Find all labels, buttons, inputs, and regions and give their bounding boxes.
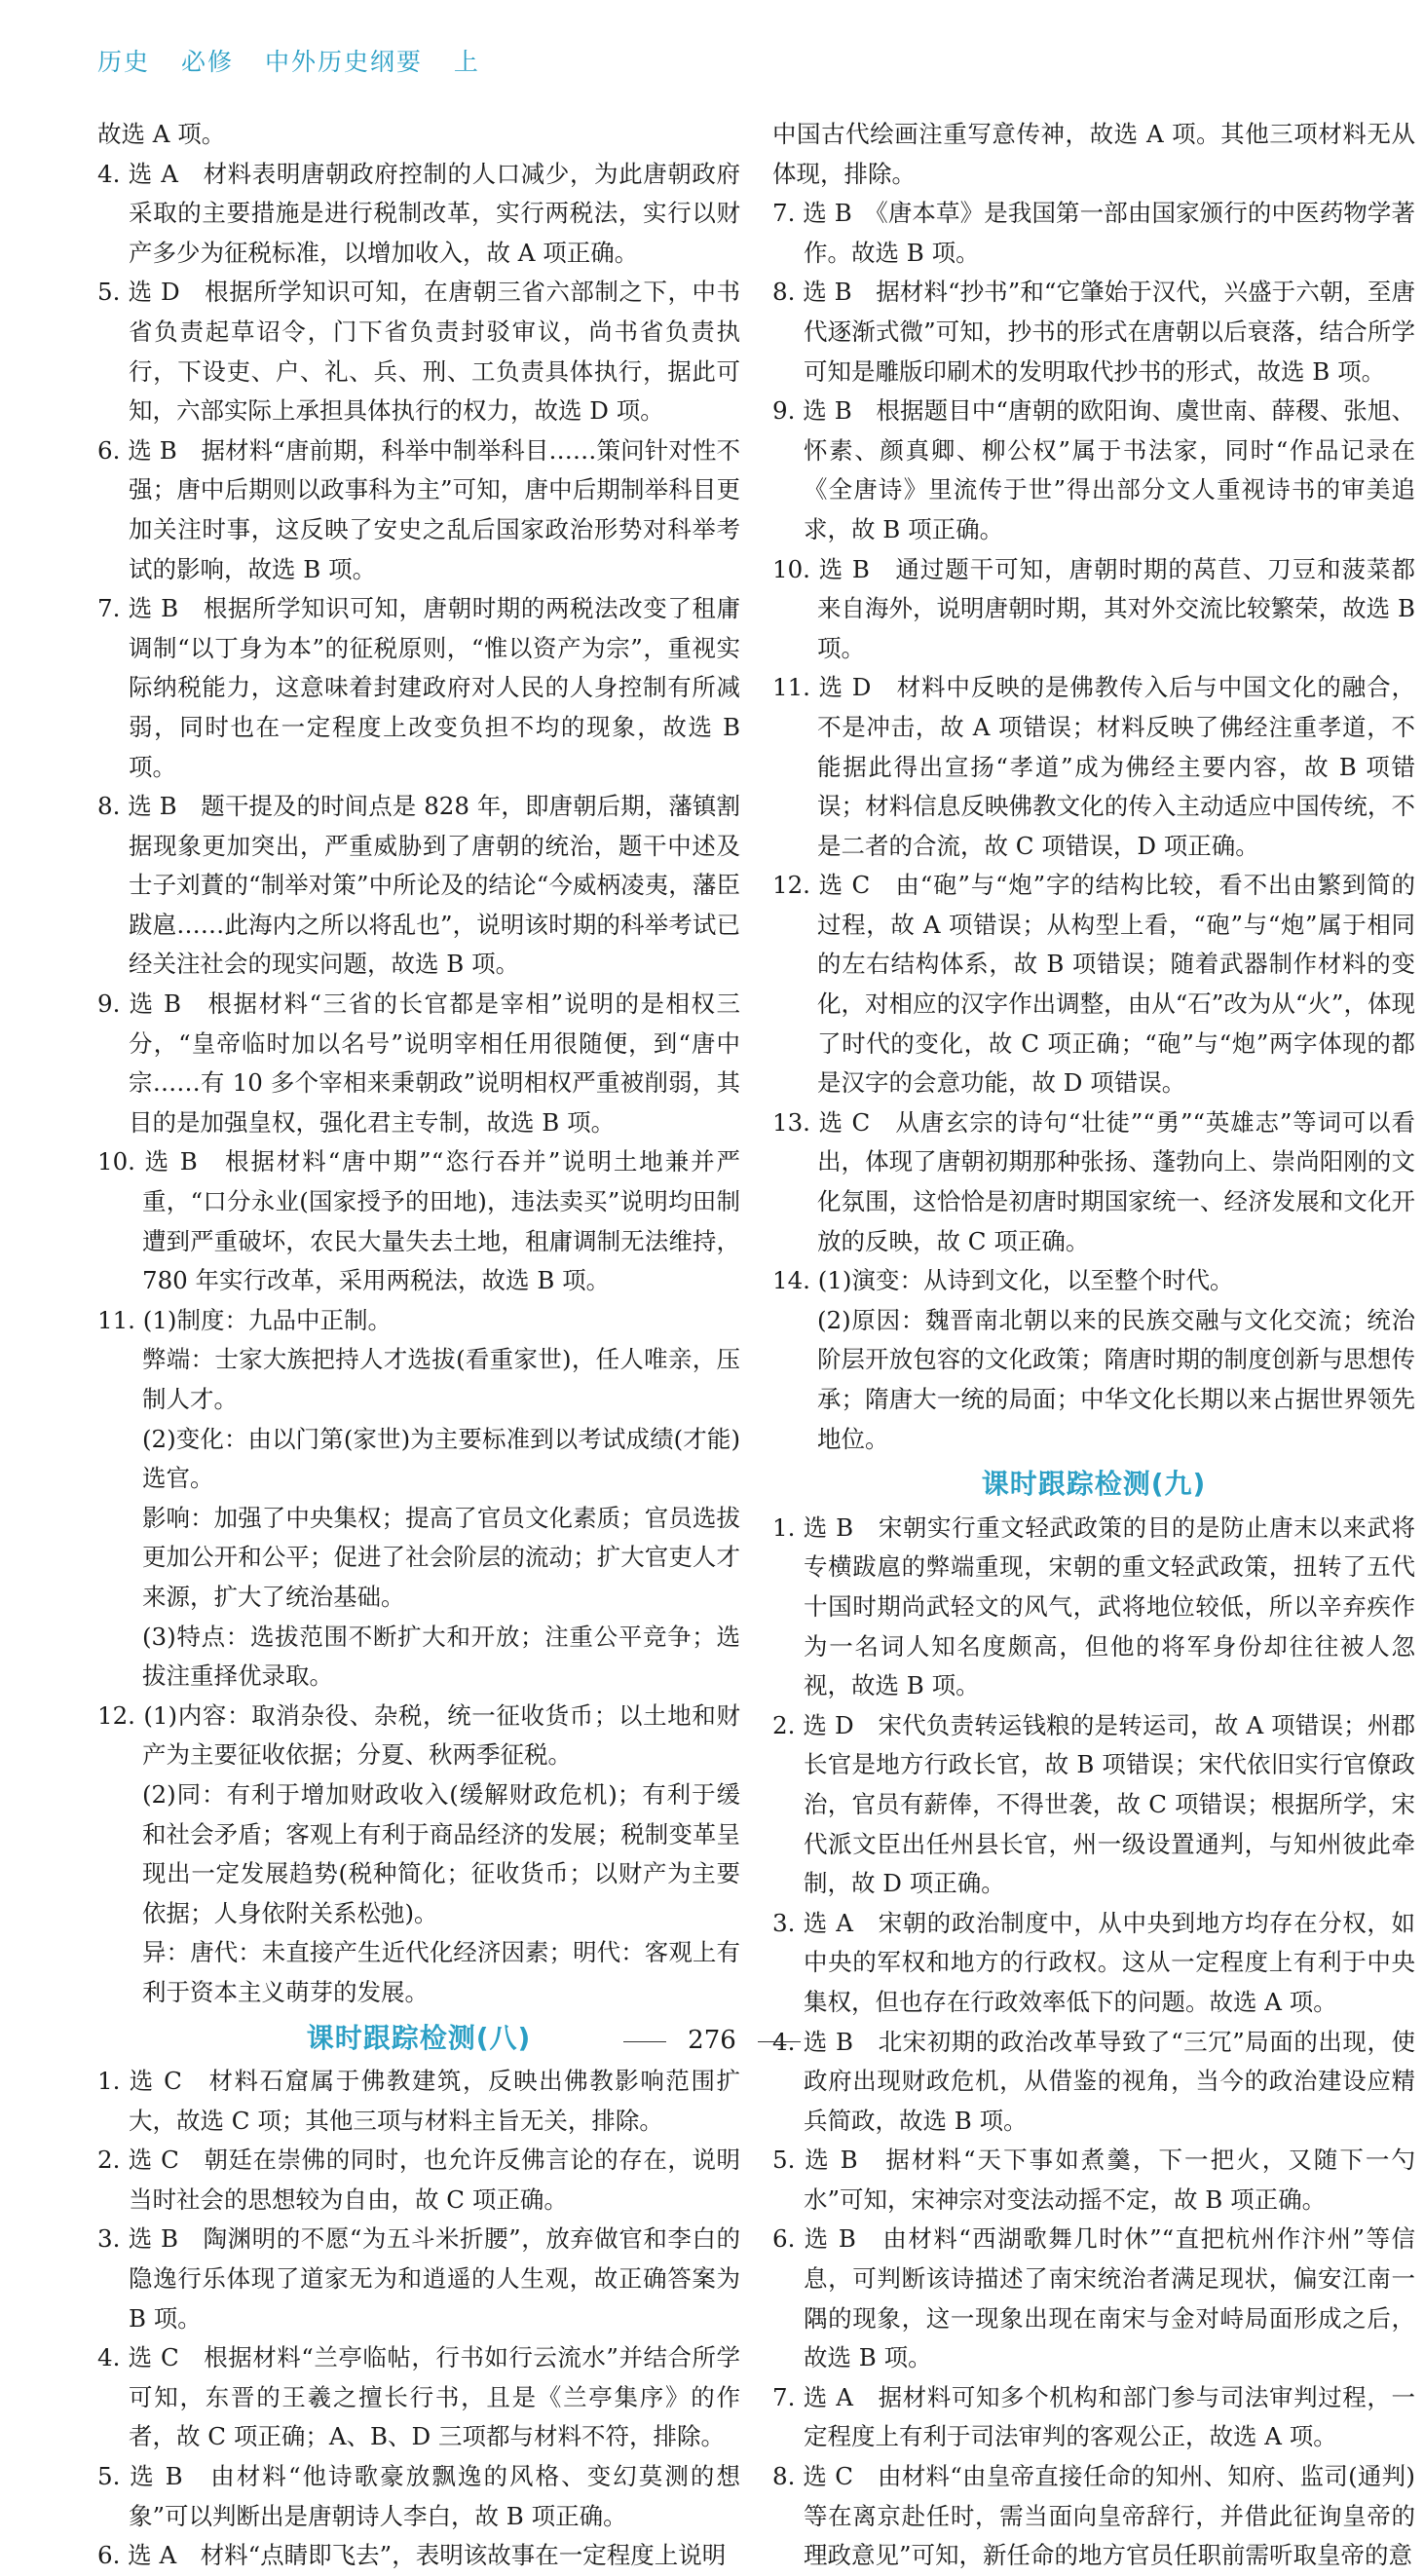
answer-subitem: 影响：加强了中央集权；提高了官员文化素质；官员选拔更加公开和公平；促进了社会阶层的流动；扩大官吏人才来源，扩大了统治基础。	[142, 1503, 740, 1611]
section-heading: 课时跟踪检测(九)	[981, 1468, 1207, 1501]
answer-continuation: 中国古代绘画注重写意传神，故选 A 项。其他三项材料无从体现，排除。	[772, 120, 1415, 188]
answer-item: 7. 选 B 《唐本草》是我国第一部由国家颁行的中医药物学著作。故选 B 项。	[772, 199, 1415, 267]
answer-item: 11. (1)制度：九品中正制。	[97, 1305, 392, 1334]
answer-item: 14. (1)演变：从诗到文化，以至整个时代。	[772, 1266, 1234, 1295]
section-heading: 课时跟踪检测(八)	[306, 2021, 532, 2054]
answer-item: 2. 选 D 宋代负责转运钱粮的是转运司，故 A 项错误；州郡长官是地方行政长官，故 B 项错误；宋代依旧实行官僚政治，官员有薪俸，不得世袭，故 C 项错误；根据所学，宋代派文臣出任州县长官，州一级设置通判，与知州彼此牵制，故 D 项正确。	[772, 1710, 1415, 1898]
answer-item: 1. 选 C 材料石窟属于佛教建筑，反映出佛教影响范围扩大，故选 C 项；其他三项与材料主旨无关，排除。	[97, 2067, 740, 2135]
header-subject: 历史	[97, 48, 151, 76]
answer-item: 9. 选 B 根据材料“三省的长官都是宰相”说明的是相权三分，“皇帝临时加以名号”说明宰相任用很随便，到“唐中宗……有 10 多个宰相来秉朝政”说明相权严重被削弱，其目的是加强皇权，强化君主专制，故选 B 项。	[97, 989, 740, 1137]
header-volume: 上	[453, 48, 480, 76]
answer-item: 12. 选 C 由“砲”与“炮”字的结构比较，看不出由繁到简的过程，故 A 项错误；从构型上看，“砲”与“炮”属于相同的左右结构体系，故 B 项错误；随着武器制作材料的变化，对相应的汉字作出调整，由从“石”改为从“火”，体现了时代的变化，故 C 项正确；“砲”与“炮”两字体现的都是汉字的会意功能，故 D 项错误。	[772, 871, 1415, 1098]
header-book: 中外历史纲要	[264, 48, 423, 76]
right-column	[772, 115, 1415, 2576]
answer-item: 2. 选 C 朝廷在崇佛的同时，也允许反佛言论的存在，说明当时社会的思想较为自由，故 C 项正确。	[97, 2146, 740, 2214]
footer-dash-right	[758, 2041, 801, 2042]
answer-item: 8. 选 B 据材料“抄书”和“它肇始于汉代，兴盛于六朝，至唐代逐渐式微”可知，抄书的形式在唐朝以后衰落，结合所学可知是雕版印刷术的发明取代抄书的形式，故选 B 项。	[772, 278, 1415, 386]
header-type: 必修	[180, 48, 234, 76]
answer-subitem: (2)变化：由以门第(家世)为主要标准到以考试成绩(才能)选官。	[142, 1424, 740, 1493]
answer-item: 5. 选 B 据材料“天下事如煮羹，下一把火，又随下一勺水”可知，宋神宗对变法动摇不定，故 B 项正确。	[772, 2146, 1415, 2214]
answer-continuation: 故选 A 项。	[97, 120, 226, 148]
answer-subitem: (3)特点：选拔范围不断扩大和开放；注重公平竞争；选拔注重择优录取。	[142, 1622, 740, 1691]
answer-subitem: (2)同：有利于增加财政收入(缓解财政危机)；有利于缓和社会矛盾；客观上有利于商品经济的发展；税制变革呈现出一定发展趋势(税种简化；征收货币；以财产为主要依据；人身依附关系松弛)。	[142, 1779, 740, 1927]
answer-item: 1. 选 B 宋朝实行重文轻武政策的目的是防止唐末以来武将专横跋扈的弊端重现，宋朝的重文轻武政策，扭转了五代十国时期尚武轻文的风气，武将地位较低，所以辛弃疾作为一名词人知名度颇高，但他的将军身份却往往被人忽视，故选 B 项。	[772, 1512, 1415, 1700]
answer-item: 12. (1)内容：取消杂役、杂税，统一征收货币；以土地和财产为主要征收依据；分夏、秋两季征税。	[97, 1700, 740, 1770]
answer-item: 4. 选 B 北宋初期的政治改革导致了“三冗”局面的出现，使政府出现财政危机，从借鉴的视角，当今的政治建设应精兵简政，故选 B 项。	[772, 2027, 1415, 2135]
page-header	[97, 43, 502, 78]
answer-item: 6. 选 B 据材料“唐前期，科举中制举科目……策问针对性不强；唐中后期则以政事科为主”可知，唐中后期制举科目更加关注时事，这反映了安史之乱后国家政治形势对科举考试的影响，故选 B 项。	[97, 435, 740, 583]
answer-item: 3. 选 B 陶渊明的不愿“为五斗米折腰”，放弃做官和李白的隐逸行乐体现了道家无为和逍遥的人生观，故正确答案为 B 项。	[97, 2224, 740, 2333]
answer-item: 5. 选 B 由材料“他诗歌豪放飘逸的风格、变幻莫测的想象”可以判断出是唐朝诗人李白，故 B 项正确。	[97, 2462, 740, 2530]
answer-item: 11. 选 D 材料中反映的是佛教传入后与中国文化的融合，不是冲击，故 A 项错误；材料反映了佛经注重孝道，不能据此得出宣扬“孝道”成为佛经主要内容，故 B 项错误；材料信息反映佛教文化的传入主动适应中国传统，不是二者的合流，故 C 项错误，D 项正确。	[772, 673, 1415, 860]
answer-subitem: (2)原因：魏晋南北朝以来的民族交融与文化交流；统治阶层开放包容的文化政策；隋唐时期的制度创新与思想传承；隋唐大一统的局面；中华文化长期以来占据世界领先地位。	[817, 1305, 1415, 1453]
answer-item: 7. 选 A 据材料可知多个机构和部门参与司法审判过程，一定程度上有利于司法审判的客观公正，故选 A 项。	[772, 2382, 1415, 2451]
answer-item: 5. 选 D 根据所学知识可知，在唐朝三省六部制之下，中书省负责起草诏令，门下省负责封驳审议，尚书省负责执行，下设吏、户、礼、兵、刑、工负责具体执行，据此可知，六部实际上承担具体执行的权力，故选 D 项。	[97, 278, 740, 426]
answer-subitem: 弊端：士家大族把持人才选拔(看重家世)，任人唯亲，压制人才。	[142, 1345, 740, 1413]
answer-item: 6. 选 B 由材料“西湖歌舞几时休”“直把杭州作汴州”等信息，可判断该诗描述了南宋统治者满足现状，偏安江南一隅的现象，这一现象出现在南宋与金对峙局面形成之后，故选 B 项。	[772, 2224, 1415, 2372]
answer-item: 6. 选 A 材料“点睛即飞去”，表明该故事在一定程度上说明	[97, 2541, 727, 2570]
answer-subitem: 异：唐代：未直接产生近代化经济因素；明代：客观上有利于资本主义萌芽的发展。	[142, 1938, 740, 2006]
page-number: 276	[688, 2026, 736, 2055]
answer-item: 4. 选 C 根据材料“兰亭临帖，行书如行云流水”并结合所学可知，东晋的王羲之擅长行书，且是《兰亭集序》的作者，故 C 项正确；A、B、D 三项都与材料不符，排除。	[97, 2343, 740, 2451]
page-footer	[0, 2026, 1424, 2055]
left-column	[97, 115, 740, 2576]
answer-item: 9. 选 B 根据题目中“唐朝的欧阳询、虞世南、薛稷、张旭、怀素、颜真卿、柳公权”属于书法家，同时“作品记录在《全唐诗》里流传于世”得出部分文人重视诗书的审美追求，故 B 项正确。	[772, 396, 1415, 543]
answer-item: 10. 选 B 根据材料“唐中期”“恣行吞并”说明土地兼并严重，“口分永业(国家授予的田地)，违法卖买”说明均田制遭到严重破坏，农民大量失去土地，租庸调制无法维持，780 年实行改革，采用两税法，故选 B 项。	[97, 1147, 740, 1295]
answer-item: 13. 选 C 从唐玄宗的诗句“壮徒”“勇”“英雄志”等词可以看出，体现了唐朝初期那种张扬、蓬勃向上、崇尚阳刚的文化氛围，这恰恰是初唐时期国家统一、经济发展和文化开放的反映，故 C 项正确。	[772, 1107, 1415, 1255]
answer-item: 8. 选 C 由材料“由皇帝直接任命的知州、知府、监司(通判)等在离京赴任时，需当面向皇帝辞行，并借此征询皇帝的理政意见”可知，新任命的地方官员任职前需听取皇帝的意	[772, 2462, 1415, 2570]
answer-item: 8. 选 B 题干提及的时间点是 828 年，即唐朝后期，藩镇割据现象更加突出，严重威胁到了唐朝的统治，题干中述及士子刘蕡的“制举对策”中所论及的结论“今威柄凌夷，藩臣跋扈……此海内之所以将乱也”，说明该时期的科举考试已经关注社会的现实问题，故选 B 项。	[97, 792, 740, 979]
answer-item: 10. 选 B 通过题干可知，唐朝时期的莴苣、刀豆和菠菜都来自海外，说明唐朝时期，其对外交流比较繁荣，故选 B 项。	[772, 554, 1415, 662]
footer-dash-left	[623, 2041, 666, 2042]
answer-item: 7. 选 B 根据所学知识可知，唐朝时期的两税法改变了租庸调制“以丁身为本”的征税原则，“惟以资产为宗”，重视实际纳税能力，这意味着封建政府对人民的人身控制有所减弱，同时也在一定程度上改变负担不均的现象，故选 B 项。	[97, 594, 740, 781]
answer-item: 3. 选 A 宋朝的政治制度中，从中央到地方均存在分权，如中央的军权和地方的行政权。这从一定程度上有利于中央集权，但也存在行政效率低下的问题。故选 A 项。	[772, 1908, 1415, 2016]
answer-item: 4. 选 A 材料表明唐朝政府控制的人口减少，为此唐朝政府采取的主要措施是进行税制改革，实行两税法，实行以财产多少为征税标准，以增加收入，故 A 项正确。	[97, 159, 740, 267]
